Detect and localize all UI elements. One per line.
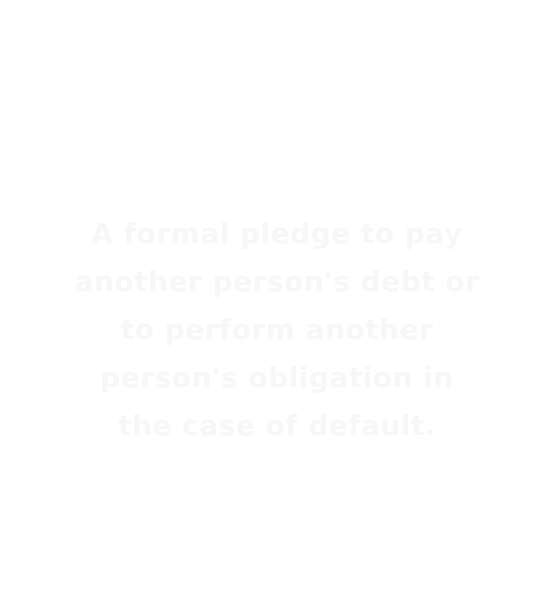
definition-text: A formal pledge to pay another person's debt or to perform another person's obligation in the case of default. <box>74 217 480 442</box>
